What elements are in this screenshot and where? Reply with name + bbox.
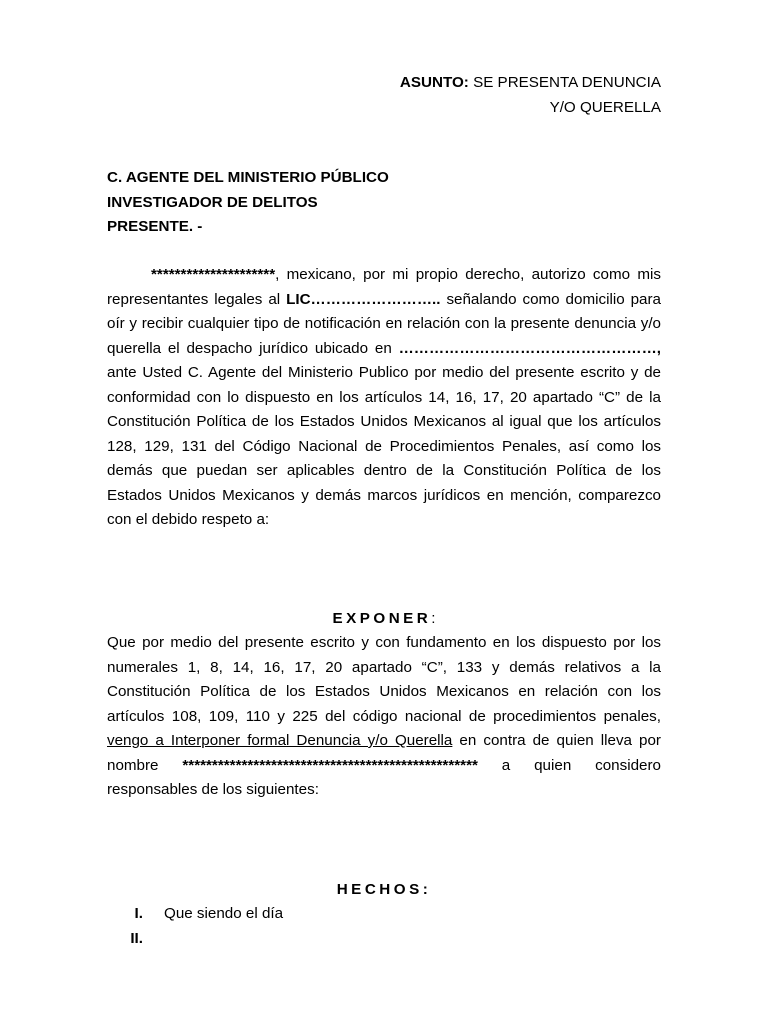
address-placeholder: ……………………………………………, <box>398 339 661 357</box>
list-item-number: I. <box>134 905 143 922</box>
lawyer-placeholder: LIC…………………….. <box>286 290 441 308</box>
hechos-list <box>107 902 283 951</box>
intro-paragraph <box>107 263 661 533</box>
intro-text-b: señalando como domicilio para oír y recibir cualquier tipo de notificación en relación con la presente denuncia y/o querella el despacho jurídico ubicado en <box>107 290 661 357</box>
addressee-line-1: C. AGENTE DEL MINISTERIO PÚBLICO <box>107 169 389 186</box>
list-item-text: Que siendo el día <box>164 905 284 922</box>
subject-label: ASUNTO: <box>399 74 469 91</box>
exponer-text-c: a quien considero responsables de los siguientes: <box>107 756 661 798</box>
addressee-line-2: INVESTIGADOR DE DELITOS <box>107 193 318 211</box>
exponer-heading-text: EXPONER <box>332 610 432 627</box>
intro-text-a: , mexicano, por mi propio derecho, autorizo como mis representantes legales al <box>107 266 661 308</box>
addressee-block <box>107 166 389 240</box>
hechos-heading: HECHOS: <box>336 881 432 898</box>
subject-block <box>400 70 661 120</box>
exponer-text-a: Que por medio del presente escrito y con fundamento en los dispuesto por los numerales 1, 8, 14, 16, 17, 20 apartado “C”, 133 y demás relativos a la Constitución Política de los Estados Unidos Mexicanos en relación con los artículos 108, 109, 110 y 225 del código nacional de procedimientos penales, <box>107 634 661 725</box>
exponer-paragraph <box>107 631 661 803</box>
subject-text: SE PRESENTA DENUNCIA <box>473 74 661 91</box>
accused-name-placeholder: ************************************************** <box>182 756 478 774</box>
exponer-text-b: en contra de quien lleva por nombre <box>107 732 661 774</box>
exponer-underlined-text: vengo a Interponer formal Denuncia y/o Querella <box>107 732 453 749</box>
list-item <box>107 902 283 927</box>
subject-line-1 <box>400 70 661 95</box>
list-item <box>107 927 283 952</box>
complainant-name-placeholder: ********************* <box>151 266 276 283</box>
exponer-colon: : <box>431 610 436 627</box>
list-item-number: II. <box>130 929 143 947</box>
intro-text-c: ante Usted C. Agente del Ministerio Publico por medio del presente escrito y de conformidad con lo dispuesto en los artículos 14, 16, 17, 20 apartado “C” de la Constitución Política de los Estados Unidos Mexicanos al igual que los artículos 128, 129, 131 del Código Nacional de Procedimientos Penales, así como los demás que puedan ser aplicables dentro de la Constitución Política de los Estados Unidos Mexicanos y demás marcos jurídicos en mención, comparezco con el debido respeto a: <box>107 364 661 528</box>
subject-line-2: Y/O QUERELLA <box>549 99 661 116</box>
addressee-line-3: PRESENTE. - <box>107 218 203 235</box>
exponer-heading <box>107 607 661 631</box>
